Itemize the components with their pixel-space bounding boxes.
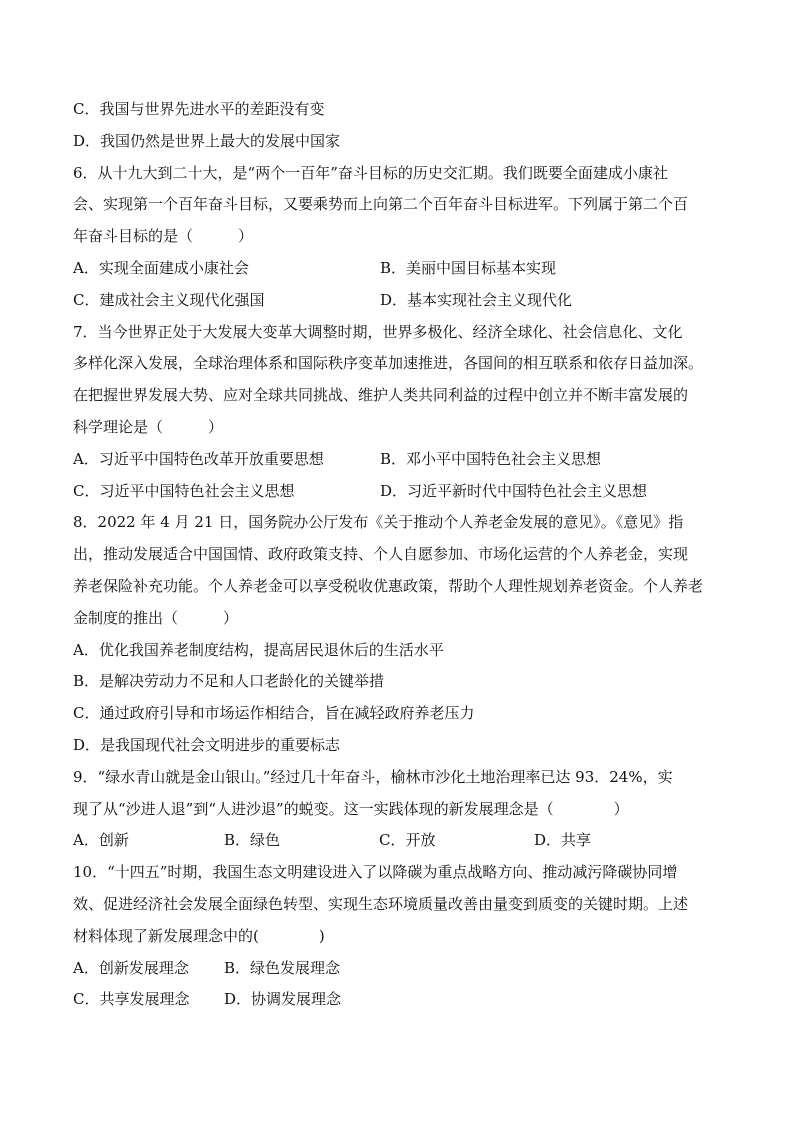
question-stem-line: 金制度的推出（ ） [73,608,239,627]
option-d: D．共享 [534,831,592,850]
option-c: C．习近平中国特色社会主义思想 [73,481,295,500]
option-d: D．是我国现代社会文明进步的重要标志 [73,735,341,754]
question-stem-line: 在把握世界发展大势、应对全球共同挑战、维护人类共同利益的过程中创立并不断丰富发展的 [73,386,689,405]
option-c: C．建成社会主义现代化强国 [73,290,265,309]
question-stem-line: 10．“十四五”时期，我国生态文明建设进入了以降碳为重点战略方向、推动减污降碳协同增 [73,863,678,882]
options-row [73,444,723,476]
question-stem-line: 8．2022 年 4 月 21 日，国务院办公厅发布《关于推动个人养老金发展的意见》。《意见》指 [73,513,684,532]
question-stem-line: 材料体现了新发展理念中的( ) [73,926,325,945]
question-5-options [73,94,723,158]
option-b: B．美丽中国目标基本实现 [380,258,557,277]
options-row [73,953,723,985]
question-10 [73,857,723,1016]
option-b: B．绿色 [224,831,281,850]
option-c: C．通过政府引导和市场运作相结合，旨在减轻政府养老压力 [73,704,475,723]
option-b: B．是解决劳动力不足和人口老龄化的关键举措 [73,672,385,691]
option-a: A．创新 [73,831,129,850]
option-a: A．实现全面建成小康社会 [73,258,249,277]
question-7 [73,317,723,508]
option-d: D．协调发展理念 [224,990,342,1009]
question-stem-line: 出，推动发展适合中国国情、政府政策支持、个人自愿参加、市场化运营的个人养老金，实现 [73,545,689,564]
option-d: D．习近平新时代中国特色社会主义思想 [380,481,648,500]
question-stem-line: 科学理论是（ ） [73,417,224,436]
option-d: D．我国仍然是世界上最大的发展中国家 [73,131,341,150]
option-b: B．邓小平中国特色社会主义思想 [380,449,602,468]
option-c: C．开放 [379,831,436,850]
option-a: A．创新发展理念 [73,958,189,977]
options-row [73,285,723,317]
option-c: C．我国与世界先进水平的差距没有变 [73,100,325,118]
question-stem-line: 现了从“沙进人退”到“人进沙退”的蜕变。这一实践体现的新发展理念是（ ） [73,799,629,818]
question-stem-line: 会、实现第一个百年奋斗目标，又要乘势而上向第二个百年奋斗目标进军。下列属于第二个百 [73,195,689,214]
question-stem-line: 6．从十九大到二十大，是“两个一百年”奋斗目标的历史交汇期。我们既要全面建成小康社 [73,163,668,182]
option-d: D．基本实现社会主义现代化 [380,290,573,309]
options-row [73,476,723,508]
question-6 [73,158,723,317]
options-row [73,825,723,857]
question-stem-line: 年奋斗目标的是（ ） [73,227,254,246]
question-stem-line: 养老保险补充功能。个人养老金可以享受税收优惠政策，帮助个人理性规划养老资金。个人养老 [73,576,704,595]
question-stem-line: 7．当今世界正处于大发展大变革大调整时期，世界多极化、经济全球化、社会信息化、文化 [73,322,683,341]
option-a: A．优化我国养老制度结构，提高居民退休后的生活水平 [73,640,444,659]
option-b: B．绿色发展理念 [224,958,341,977]
question-stem-line: 多样化深入发展，全球治理体系和国际秩序变革加速推进，各国间的相互联系和依存日益加深。 [73,354,704,373]
options-row [73,984,723,1016]
exam-page [73,94,723,1016]
question-stem-line: 9．“绿水青山就是金山银山。”经过几十年奋斗，榆林市沙化土地治理率已达 93．24%，实 [73,767,673,786]
question-9 [73,762,723,857]
option-a: A．习近平中国特色改革开放重要思想 [73,449,324,468]
question-stem-line: 效、促进经济社会发展全面绿色转型、实现生态环境质量改善由量变到质变的关键时期。上述 [73,894,689,913]
options-row [73,253,723,285]
option-c: C．共享发展理念 [73,990,190,1009]
question-8 [73,507,723,761]
